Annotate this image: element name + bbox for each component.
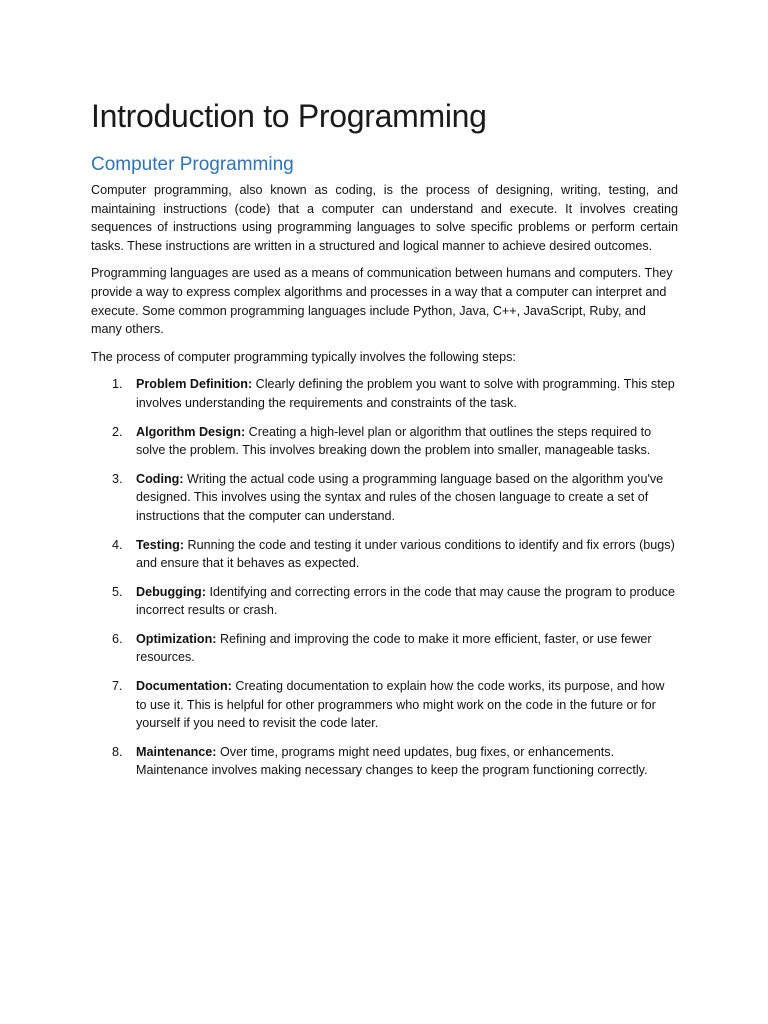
list-item <box>91 677 678 733</box>
list-item-term: Maintenance: <box>136 744 217 759</box>
list-item-term: Problem Definition: <box>136 377 253 392</box>
paragraph-intro: Computer programming, also known as coding, is the process of designing, writing, testing, and maintaining instructions (code) that a computer can understand and execute. It involves creating sequences of instructions using programming languages to solve specific problems or perform certain tasks. These instructions are written in a structured and logical manner to achieve desired outcomes. <box>91 183 678 253</box>
section-heading: Computer Programming <box>91 154 294 175</box>
paragraph-steps-intro: The process of computer programming typically involves the following steps: <box>91 349 516 364</box>
list-item-text: Identifying and correcting errors in the code that may cause the program to produce incorrect results or crash. <box>136 584 675 618</box>
list-item <box>91 470 678 526</box>
document-title: Introduction to Programming <box>91 98 487 134</box>
list-item <box>91 536 678 573</box>
list-item-term: Testing: <box>136 537 185 552</box>
list-item-term: Optimization: <box>136 631 217 646</box>
list-item-number: 4. <box>112 537 123 552</box>
list-item-text: Writing the actual code using a programming language based on the algorithm you've designed. This involves using the syntax and rules of the chosen language to create a set of instructions that the computer can understand. <box>136 471 664 523</box>
document-page <box>91 93 678 790</box>
list-item-term: Coding: <box>136 471 184 486</box>
list-item-text: Over time, programs might need updates, bug fixes, or enhancements. Maintenance involves making necessary changes to keep the program functioning correctly. <box>136 744 648 778</box>
list-item <box>91 743 678 780</box>
list-item-text: Creating a high-level plan or algorithm that outlines the steps required to solve the problem. This involves breaking down the problem into smaller, manageable tasks. <box>136 424 652 458</box>
list-item <box>91 630 678 667</box>
list-item-number: 1. <box>112 377 123 392</box>
list-item-term: Algorithm Design: <box>136 424 246 439</box>
list-item-text: Clearly defining the problem you want to solve with programming. This step involves understanding the requirements and constraints of the task. <box>136 377 675 410</box>
steps-list <box>91 375 678 780</box>
list-item-number: 7. <box>112 679 123 694</box>
list-item-text: Refining and improving the code to make it more efficient, faster, or use fewer resources. <box>136 631 652 665</box>
list-item-number: 8. <box>112 744 123 759</box>
list-item-number: 3. <box>112 471 123 486</box>
list-item-number: 6. <box>112 631 123 646</box>
list-item <box>91 583 678 620</box>
list-item <box>91 423 678 460</box>
list-item <box>91 375 678 412</box>
list-item-text: Creating documentation to explain how the code works, its purpose, and how to use it. This is helpful for other programmers who might work on the code in the future or for yourself if you need to revisit the code later. <box>136 679 665 731</box>
paragraph-languages: Programming languages are used as a means of communication between humans and computers. They provide a way to express complex algorithms and processes in a way that a computer can interpret and execute. Some common programming languages include Python, Java, C++, JavaScript, Ruby, and many others. <box>91 266 673 337</box>
list-item-number: 5. <box>112 584 123 599</box>
list-item-term: Documentation: <box>136 679 232 694</box>
list-item-number: 2. <box>112 424 123 439</box>
list-item-term: Debugging: <box>136 584 206 599</box>
list-item-text: Running the code and testing it under various conditions to identify and fix errors (bugs) and ensure that it behaves as expected. <box>136 537 675 571</box>
